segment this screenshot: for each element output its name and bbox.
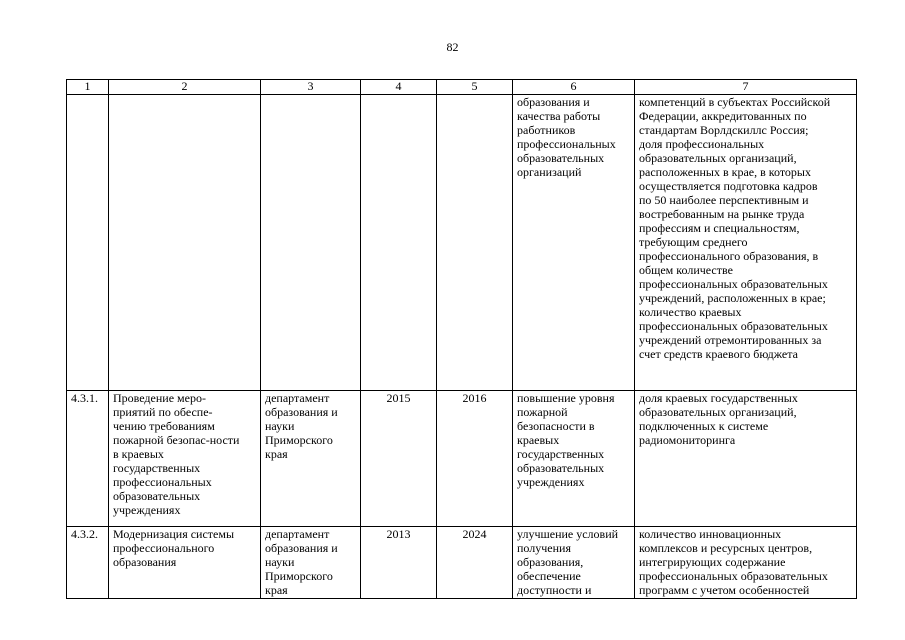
header-col-7: 7 <box>635 80 857 95</box>
indicator-cell: доля краевых государственных образовательных организаций, подключенных к системе радиомониторинга <box>635 391 857 527</box>
expected-result-cell: улучшение условий получения образования, обеспечение доступности и <box>513 527 635 599</box>
header-col-2: 2 <box>109 80 261 95</box>
row-number-cell: 4.3.1. <box>67 391 109 527</box>
end-year-cell <box>437 95 513 391</box>
header-col-6: 6 <box>513 80 635 95</box>
program-table <box>66 79 857 599</box>
expected-result-cell: повышение уровня пожарной безопасности в краевых государственных образовательных учреждениях <box>513 391 635 527</box>
start-year-cell: 2013 <box>361 527 437 599</box>
executor-cell <box>261 95 361 391</box>
row-number-cell: 4.3.2. <box>67 527 109 599</box>
header-col-5: 5 <box>437 80 513 95</box>
measure-name-cell: Проведение меро- приятий по обеспе- чению требованиям пожарной безопас-ности в краевых государственных профессиональных образовательных учреждениях <box>109 391 261 527</box>
executor-cell: департамент образования и науки Приморского края <box>261 527 361 599</box>
indicator-cell: компетенций в субъектах Российской Федерации, аккредитованных по стандартам Ворлдскиллс Россия; доля профессиональных образовательных организаций, расположенных в крае, в которых осуществляется подготовка кадров по 50 наиболее перспективным и востребованным на рынке труда профессиям и специальностям, требующим среднего профессионального образования, в общем количестве профессиональных образовательных учреждений, расположенных в крае; количество краевых профессиональных образовательных учреждений отремонтированных за счет средств краевого бюджета <box>635 95 857 391</box>
page-number: 82 <box>446 40 459 54</box>
start-year-cell: 2015 <box>361 391 437 527</box>
end-year-cell: 2024 <box>437 527 513 599</box>
expected-result-cell: образования и качества работы работников профессиональных образовательных организаций <box>513 95 635 391</box>
table-row <box>67 527 857 599</box>
header-col-3: 3 <box>261 80 361 95</box>
header-col-1: 1 <box>67 80 109 95</box>
measure-name-cell <box>109 95 261 391</box>
end-year-cell: 2016 <box>437 391 513 527</box>
executor-cell: департамент образования и науки Приморского края <box>261 391 361 527</box>
indicator-cell: количество инновационных комплексов и ресурсных центров, интегрирующих содержание профессиональных образовательных программ с учетом особенностей <box>635 527 857 599</box>
start-year-cell <box>361 95 437 391</box>
header-col-4: 4 <box>361 80 437 95</box>
measure-name-cell: Модернизация системы профессионального образования <box>109 527 261 599</box>
table-row <box>67 391 857 527</box>
header-row <box>67 80 857 95</box>
table-row <box>67 95 857 391</box>
row-number-cell <box>67 95 109 391</box>
